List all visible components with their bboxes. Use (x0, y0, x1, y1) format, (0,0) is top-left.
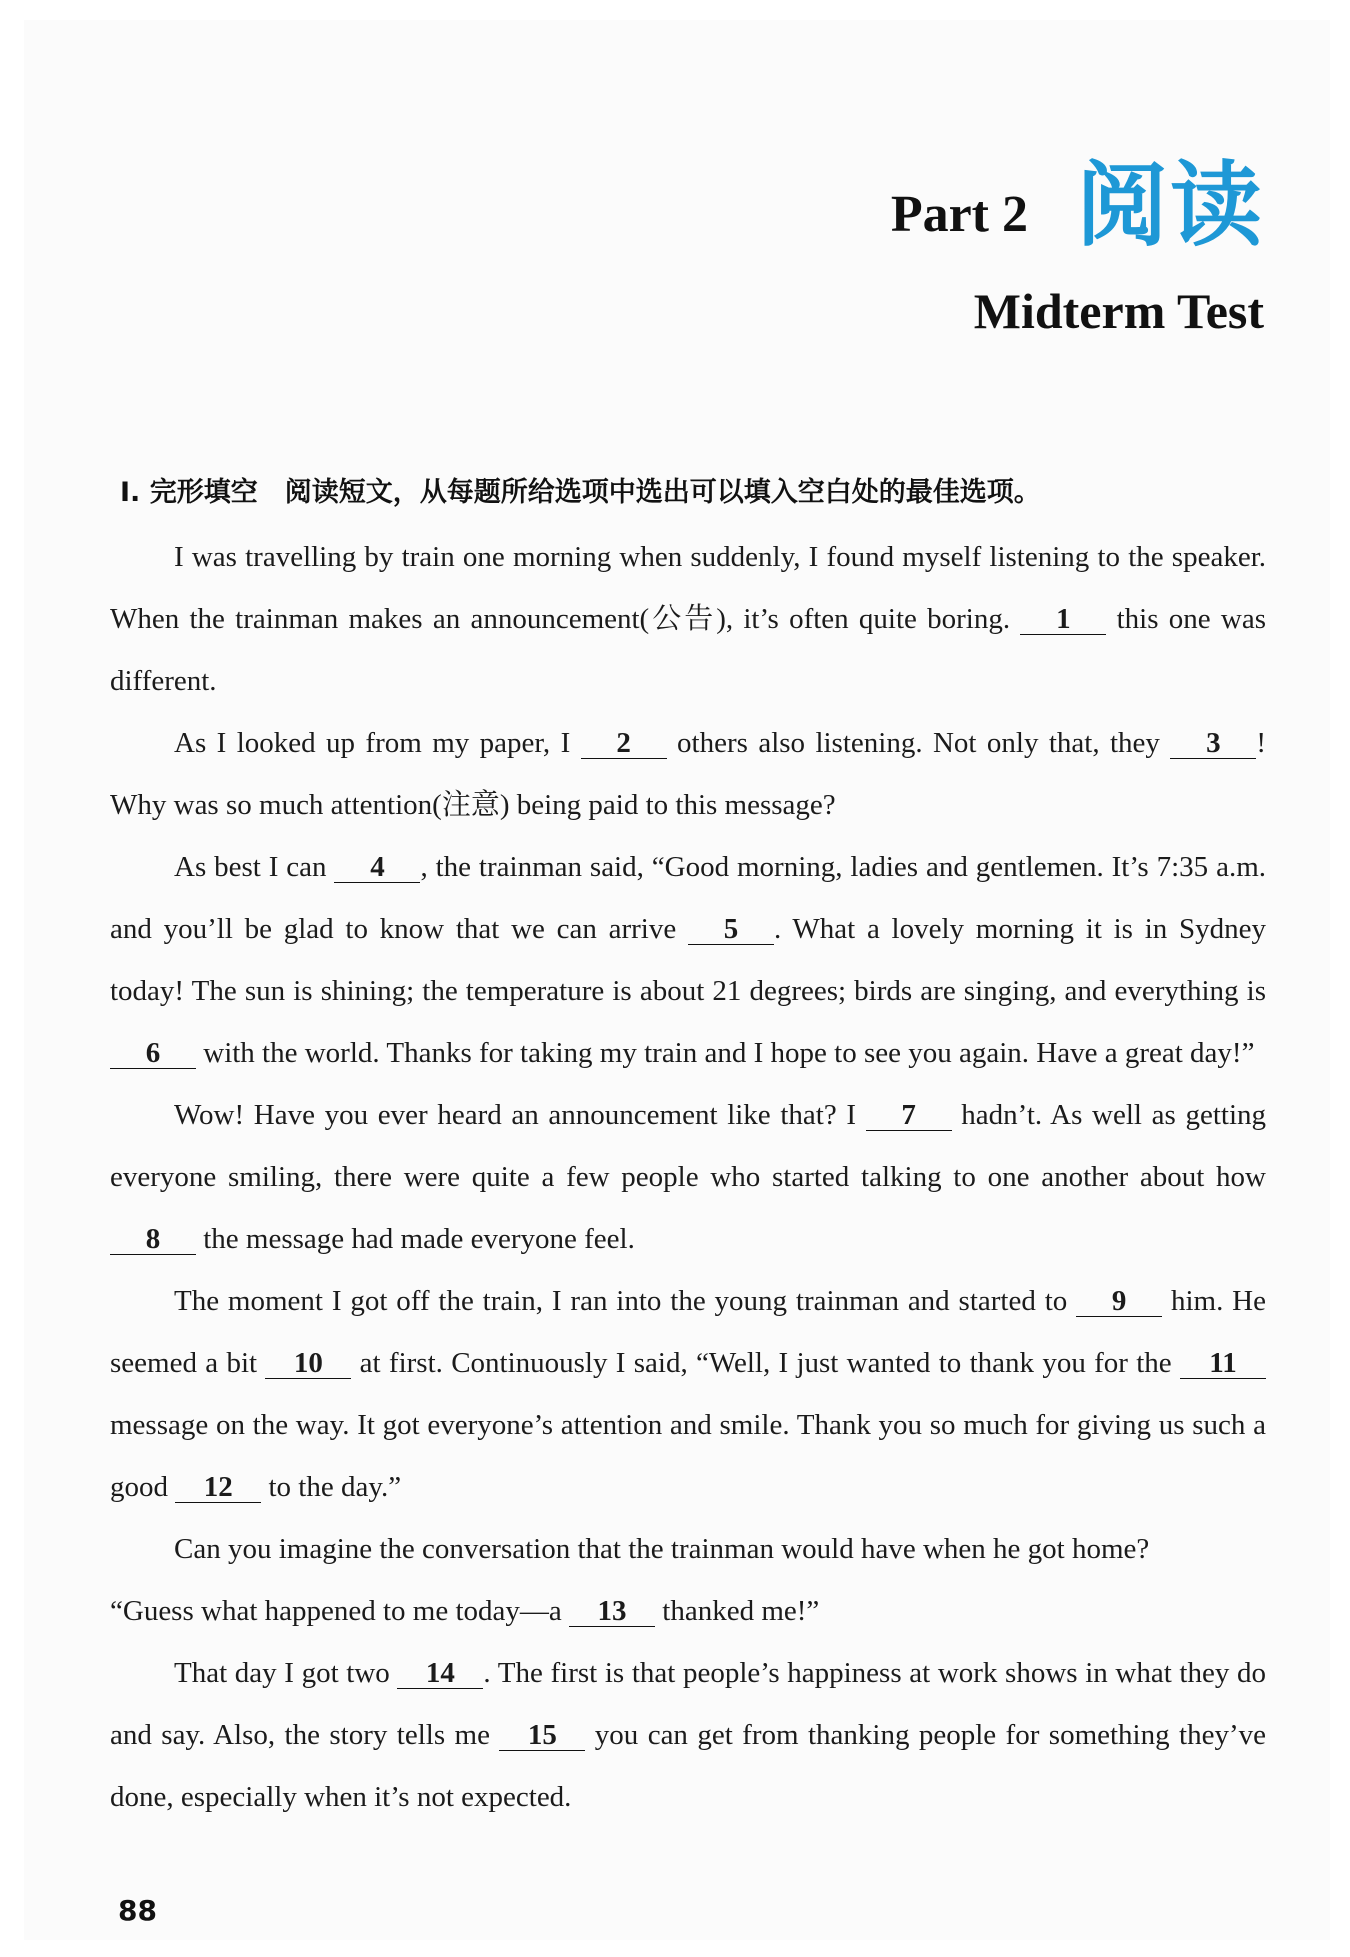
paragraph-text: others also listening. Not only that, they (666, 727, 1171, 759)
cloze-passage (110, 526, 1266, 1828)
paragraph-text: ! Why was so much attention(注意) being paid to this message? (110, 727, 1266, 821)
paragraph-5 (110, 1270, 1266, 1518)
blank-14: 14 (397, 1658, 483, 1689)
blank-11: 11 (1180, 1348, 1266, 1379)
paragraph-text: The moment I got off the train, I ran into the young trainman and started to (174, 1285, 1077, 1317)
page-header (890, 152, 1264, 259)
paragraph-text: with the world. Thanks for taking my train and I hope to see you again. Have a great day!” (196, 1037, 1255, 1069)
paragraph-4 (110, 1084, 1266, 1270)
paragraph-text: “Guess what happened to me today—a (110, 1595, 570, 1627)
paragraph-2 (110, 712, 1266, 836)
blank-7: 7 (866, 1100, 952, 1131)
paragraph-text: this one was different. (110, 603, 1266, 697)
blank-5: 5 (688, 914, 774, 945)
blank-12: 12 (175, 1472, 261, 1503)
blank-10: 10 (265, 1348, 351, 1379)
section-title-cn: 阅读 (1075, 152, 1264, 259)
blank-4: 4 (334, 852, 420, 883)
part-label: Part 2 (890, 186, 1028, 243)
blank-13: 13 (569, 1596, 655, 1627)
paragraph-text: . What a lovely morning it is in Sydney today! The sun is shining; the temperature is about 21 degrees; birds are singing, and everything is (110, 913, 1266, 1007)
blank-2: 2 (581, 728, 667, 759)
paragraph-text: you can get from thanking people for something they’ve done, especially when it’s not expected. (110, 1719, 1266, 1813)
paragraph-1 (110, 526, 1266, 712)
paragraph-text: I was travelling by train one morning when suddenly, I found myself listening to the speaker. When the trainman makes an announcement(公告), it’s often quite boring. (110, 541, 1266, 635)
blank-6: 6 (110, 1038, 196, 1069)
blank-8: 8 (110, 1224, 196, 1255)
paragraph-7 (110, 1642, 1266, 1828)
paragraph-text: As best I can (174, 851, 335, 883)
paragraph-text: As I looked up from my paper, I (174, 727, 581, 759)
paragraph-text: hadn’t. As well as getting everyone smiling, there were quite a few people who started talking to one another about how (110, 1099, 1266, 1193)
paragraph-text: thanked me!” (655, 1595, 820, 1627)
paragraph-text: the message had made everyone feel. (196, 1223, 635, 1255)
paragraph-text: message on the way. It got everyone’s attention and smile. Thank you so much for giving us such a good (110, 1409, 1266, 1503)
paragraph-text: That day I got two (174, 1657, 398, 1689)
blank-9: 9 (1076, 1286, 1162, 1317)
cloze-instruction: I. 完形填空 阅读短文，从每题所给选项中选出可以填入空白处的最佳选项。 (120, 477, 1041, 508)
page-number: 88 (118, 1894, 157, 1927)
paragraph-text: to the day.” (261, 1471, 402, 1503)
paragraph-text: Wow! Have you ever heard an announcement like that? I (174, 1099, 866, 1131)
paragraph-6-quote (110, 1580, 1266, 1642)
test-title: Midterm Test (973, 283, 1264, 339)
paragraph-text: , the trainman said, “Good morning, ladies and gentlemen. It’s 7:35 a.m. and you’ll be glad to know that we can arrive (110, 851, 1266, 945)
blank-3: 3 (1170, 728, 1256, 759)
paragraph-text: him. He seemed a bit (110, 1285, 1266, 1379)
blank-15: 15 (499, 1720, 585, 1751)
paragraph-text: Can you imagine the conversation that the trainman would have when he got home? (174, 1533, 1150, 1565)
blank-1: 1 (1020, 604, 1106, 635)
paragraph-text: . The first is that people’s happiness at work shows in what they do and say. Also, the story tells me (110, 1657, 1266, 1751)
paragraph-3 (110, 836, 1266, 1084)
paragraph-6 (110, 1518, 1266, 1580)
paragraph-text: at first. Continuously I said, “Well, I just wanted to thank you for the (351, 1347, 1180, 1379)
